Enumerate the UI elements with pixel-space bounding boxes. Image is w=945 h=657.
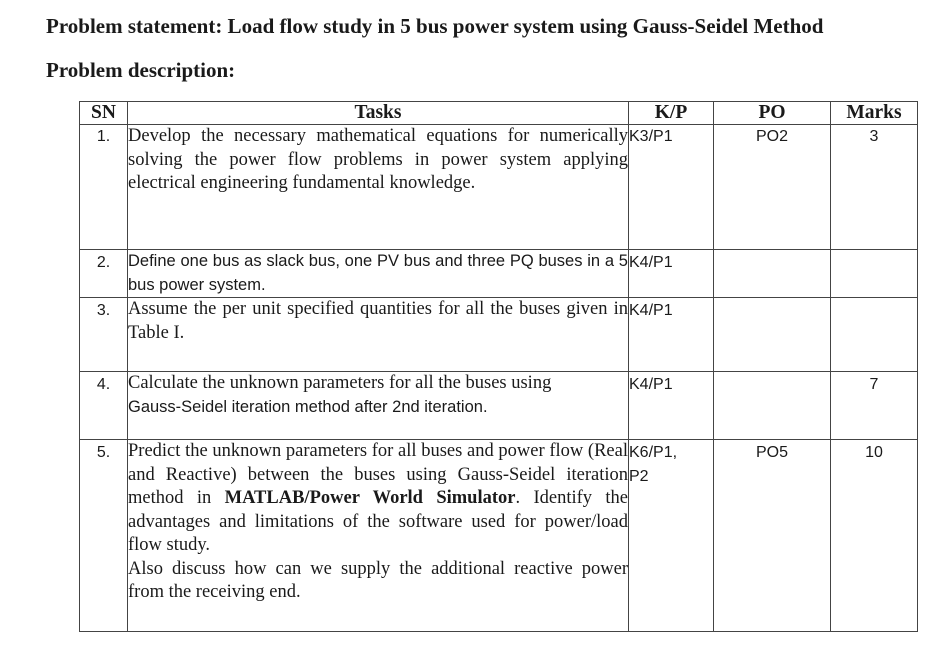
row-po: [714, 298, 831, 372]
problem-statement-title: Problem statement: Load flow study in 5 bus power system using Gauss-Seidel Method: [46, 14, 824, 38]
row-task: [128, 372, 629, 440]
row-kp: K3/P1: [629, 125, 714, 250]
table-row: [80, 125, 918, 250]
row-po: [714, 372, 831, 440]
row-po: PO5: [714, 440, 831, 632]
row-marks: 3: [831, 125, 918, 250]
row-kp: [629, 440, 714, 632]
row-marks: [831, 250, 918, 298]
row-kp: K4/P1: [629, 372, 714, 440]
row-sn: 3.: [80, 298, 128, 372]
row-task-software: MATLAB/Power World Simulator: [224, 488, 516, 508]
row-task-line: Calculate the unknown parameters for all the buses using: [128, 373, 552, 393]
row-task: [128, 440, 629, 632]
row-task: Define one bus as slack bus, one PV bus and three PQ buses in a 5 bus power system.: [128, 250, 629, 298]
table-row: [80, 298, 918, 372]
column-header-kp: K/P: [629, 102, 714, 125]
row-task-text: Predict the unknown parameters for all buses and power flow (Real and Reactive) between the buses using Gauss-Seidel iteration method in: [128, 441, 628, 508]
row-sn: 1.: [80, 125, 128, 250]
table-row: [80, 250, 918, 298]
row-kp: K4/P1: [629, 250, 714, 298]
row-marks: 7: [831, 372, 918, 440]
row-task: Develop the necessary mathematical equations for numerically solving the power flow problems in power system applying electrical engineering fundamental knowledge.: [128, 125, 629, 250]
column-header-sn: SN: [80, 102, 128, 125]
row-task: Assume the per unit specified quantities for all the buses given in Table I.: [128, 298, 629, 372]
row-po: PO2: [714, 125, 831, 250]
row-task-line: Gauss-Seidel iteration method after 2nd iteration.: [128, 397, 488, 416]
table-header-row: [80, 102, 918, 125]
row-sn: 4.: [80, 372, 128, 440]
table-row: [80, 372, 918, 440]
table-row: [80, 440, 918, 632]
row-sn: 5.: [80, 440, 128, 632]
column-header-marks: Marks: [831, 102, 918, 125]
row-marks: 10: [831, 440, 918, 632]
column-header-tasks: Tasks: [128, 102, 629, 125]
problem-description-heading: Problem description:: [46, 58, 236, 82]
row-marks: [831, 298, 918, 372]
tasks-table: [79, 101, 918, 632]
row-sn: 2.: [80, 250, 128, 298]
row-kp-line: P2: [629, 467, 649, 485]
row-task-text: Also discuss how can we supply the additional reactive power from the receiving end.: [128, 558, 628, 602]
row-task-text: . Identify the advantages and limitations of the software used for power/load flow study.: [128, 488, 628, 555]
row-po: [714, 250, 831, 298]
row-kp-line: K6/P1,: [629, 444, 678, 461]
column-header-po: PO: [714, 102, 831, 125]
row-kp: K4/P1: [629, 298, 714, 372]
